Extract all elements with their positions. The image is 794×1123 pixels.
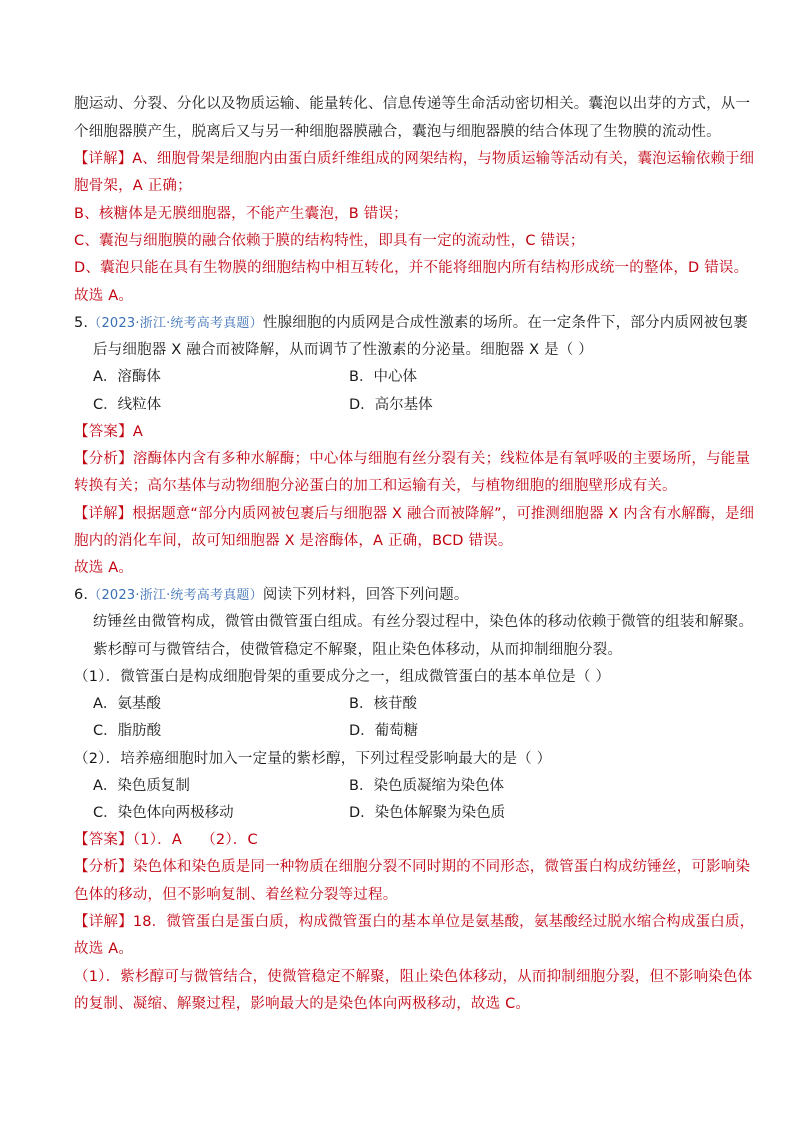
option-a: A．氨基酸 (93, 696, 161, 712)
sub-question-1: （1）．微管蛋白是构成细胞骨架的重要成分之一，组成微管蛋白的基本单位是（ ） (74, 669, 611, 685)
option-c: C．染色体向两极移动 (93, 805, 234, 821)
detail-line: 胞骨架，A 正确； (74, 178, 192, 194)
conclusion-line: 故选 A。 (74, 288, 134, 304)
option-d: D．高尔基体 (349, 397, 433, 413)
question-number: 5. (74, 315, 89, 331)
detail-line: 胞内的消化车间，故可知细胞器 X 是溶酶体，A 正确，BCD 错误。 (74, 533, 513, 549)
answer-value: （1）．A （2）．C (132, 832, 258, 848)
option-b: B．核苷酸 (349, 696, 417, 712)
analysis-tag: 【分析】 (74, 859, 133, 875)
detail-line: C、囊泡与细胞膜的融合依赖于膜的结构特性，即具有一定的流动性，C 错误； (74, 233, 585, 249)
text-line: 个细胞器膜产生，脱离后又与另一种细胞器膜融合，囊泡与细胞器膜的结合体现了生物膜的流动性。 (74, 124, 721, 140)
material-line: 紫杉醇可与微管结合，使微管稳定不解聚，阻止染色体移动，从而抑制细胞分裂。 (93, 642, 623, 658)
conclusion-line: 故选 A。 (74, 560, 134, 576)
analysis-tag: 【分析】 (74, 451, 133, 467)
option-a: A．染色质复制 (93, 778, 190, 794)
answer-line (74, 830, 258, 850)
question-stem: 阅读下列材料，回答下列问题。 (262, 587, 469, 603)
option-b: B．染色质凝缩为染色体 (349, 778, 504, 794)
material-line: 纺锤丝由微管构成，微管由微管蛋白组成。有丝分裂过程中，染色体的移动依赖于微管的组装和解聚。 (93, 614, 754, 630)
detail-tag: 【详解】 (74, 151, 133, 167)
option-b: B．中心体 (349, 369, 417, 385)
question-number: 6. (74, 587, 89, 603)
question-source: （2023·浙江·统考高考真题） (88, 588, 263, 603)
detail-tag: 【详解】 (74, 506, 133, 522)
answer-value: A (132, 424, 143, 440)
option-c: C．线粒体 (93, 397, 162, 413)
option-c: C．脂肪酸 (93, 723, 162, 739)
analysis-line (74, 449, 750, 469)
analysis-line: 色体的移动，但不影响复制、着丝粒分裂等过程。 (74, 887, 398, 903)
detail-line (74, 149, 754, 169)
detail-line: 故选 A。 (74, 941, 134, 957)
detail-tag: 【详解】 (74, 914, 133, 930)
detail-line: 的复制、凝缩、解聚过程，影响最大的是染色体向两极移动，故选 C。 (74, 996, 531, 1012)
detail-text: A、细胞骨架是细胞内由蛋白质纤维组成的网架结构，与物质运输等活动有关，囊泡运输依赖于细 (132, 151, 755, 167)
analysis-line: 转换有关；高尔基体与动物细胞分泌蛋白的加工和运输有关，与植物细胞的细胞壁形成有关。 (74, 478, 677, 494)
sub-question-2: （2）．培养癌细胞时加入一定量的紫杉醇，下列过程受影响最大的是（ ） (74, 751, 552, 767)
answer-line (74, 422, 143, 442)
detail-line: D、囊泡只能在具有生物膜的细胞结构中相互转化，并不能将细胞内所有结构形成统一的整体，D 错误。 (74, 260, 749, 276)
option-a: A．溶酶体 (93, 369, 161, 385)
detail-line: B、核糖体是无膜细胞器，不能产生囊泡，B 错误； (74, 206, 408, 222)
text-line: 胞运动、分裂、分化以及物质运输、能量转化、信息传递等生命活动密切相关。囊泡以出芽的方式，从一 (74, 96, 751, 112)
analysis-line (74, 857, 750, 877)
question-6-stem (74, 585, 469, 606)
question-5-stem (74, 313, 748, 334)
detail-line (74, 504, 754, 524)
detail-line (74, 912, 754, 932)
question-5-stem-cont: 后与细胞器 X 融合而被降解，从而调节了性激素的分泌量。细胞器 X 是（ ） (93, 342, 594, 358)
analysis-text: 染色体和染色质是同一种物质在细胞分裂不同时期的不同形态，微管蛋白构成纺锤丝，可影响染 (132, 859, 751, 875)
detail-text: 根据题意“部分内质网被包裹后与细胞器 X 融合而被降解”，可推测细胞器 X 内含有水解酶，是细 (132, 506, 755, 522)
option-d: D．染色体解聚为染色质 (349, 805, 506, 821)
question-stem: 性腺细胞的内质网是合成性激素的场所。在一定条件下，部分内质网被包裹 (262, 315, 748, 331)
answer-tag: 【答案】 (74, 832, 133, 848)
detail-line: （1）．紫杉醇可与微管结合，使微管稳定不解聚，阻止染色体移动，从而抑制细胞分裂，但不影响染色体 (74, 969, 753, 985)
detail-text: 18．微管蛋白是蛋白质，构成微管蛋白的基本单位是氨基酸，氨基酸经过脱水缩合构成蛋白质， (132, 914, 755, 930)
analysis-text: 溶酶体内含有多种水解酶；中心体与细胞有丝分裂有关；线粒体是有氧呼吸的主要场所，与能量 (132, 451, 751, 467)
answer-tag: 【答案】 (74, 424, 133, 440)
question-source: （2023·浙江·统考高考真题） (88, 316, 263, 331)
option-d: D．葡萄糖 (349, 723, 419, 739)
